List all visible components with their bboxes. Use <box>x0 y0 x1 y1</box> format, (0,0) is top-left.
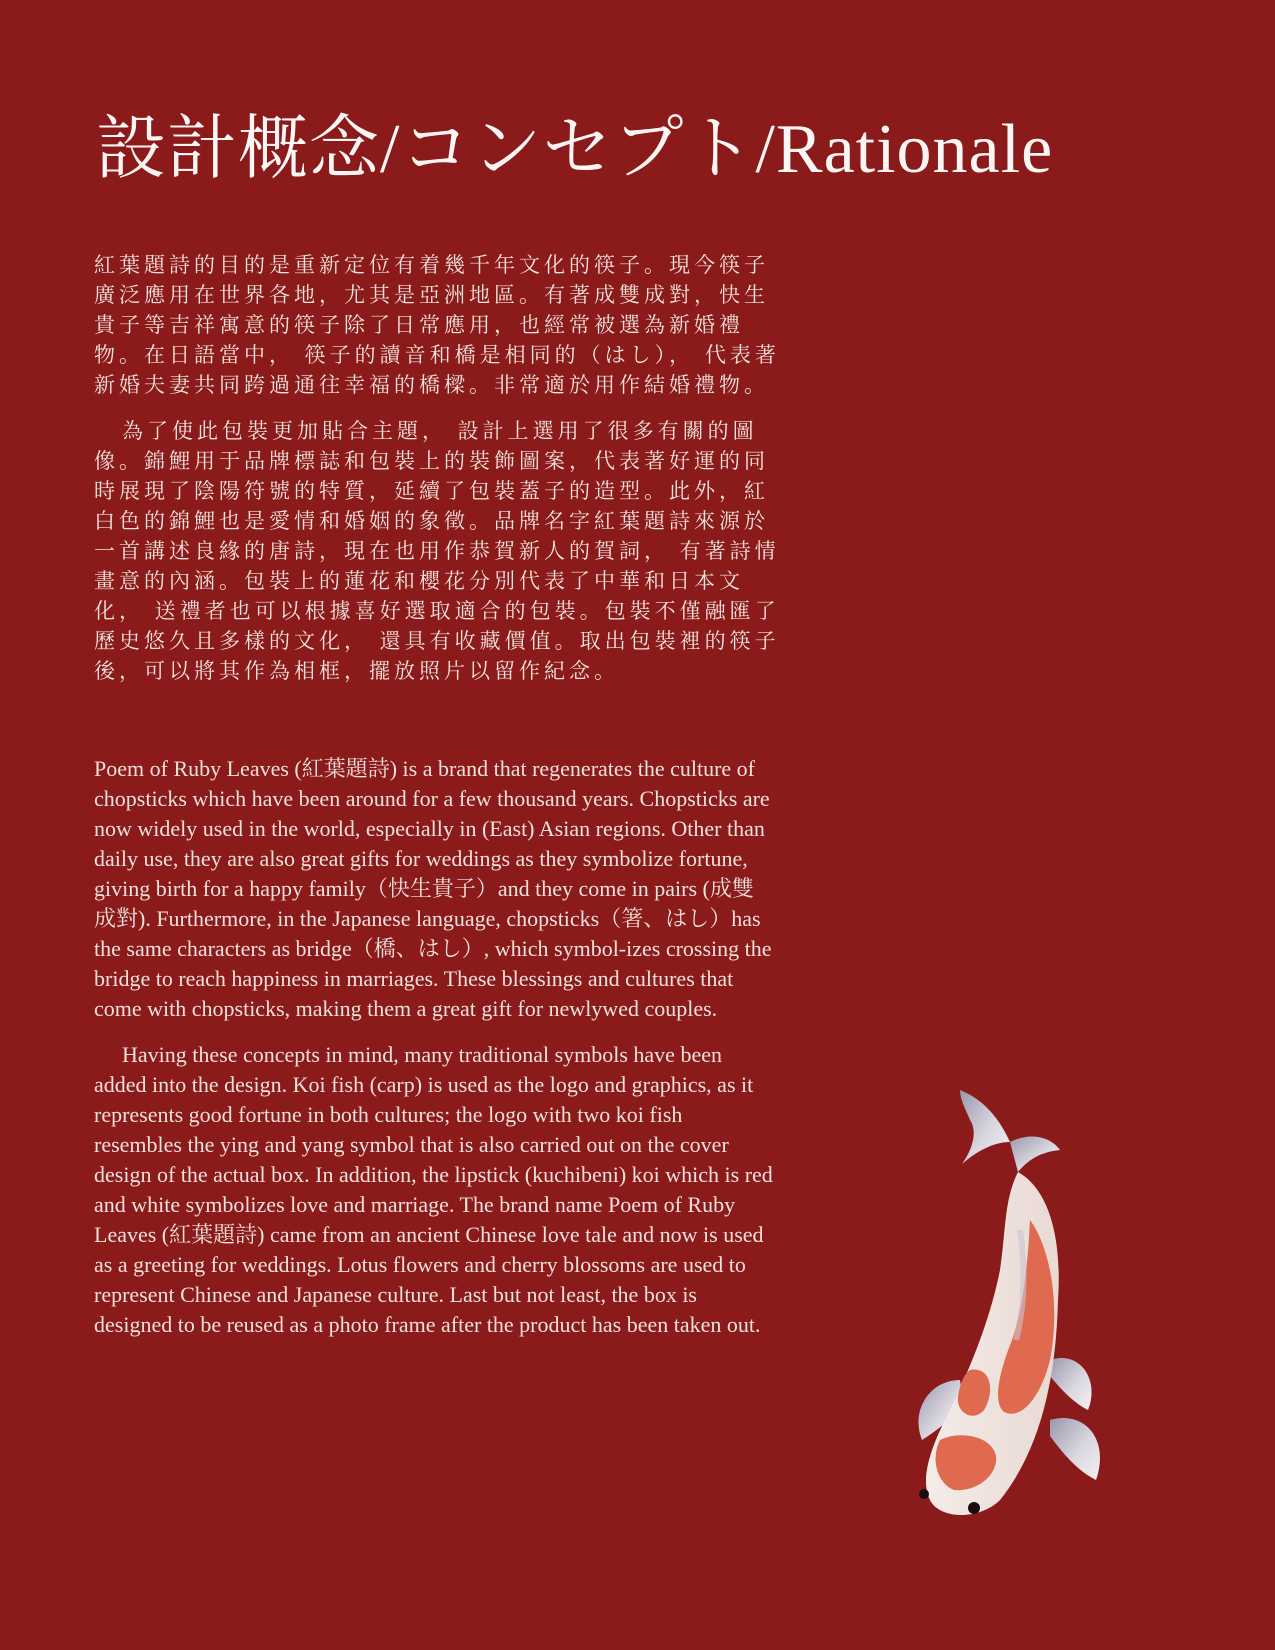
page-title: 設計概念/コンセプト/Rationale <box>96 111 1054 188</box>
koi-fish-icon <box>900 1080 1160 1540</box>
english-paragraph-2: Having these concepts in mind, many traditional symbols have been added into the design. Koi fish (carp) is used as the logo and graphics, as it represents good fortune in both cultures; the logo with two koi fish resembles the ying and yang symbol that is also carried out on the cover design of the actual box. In addition, the lipstick (kuchibeni) koi which is red and white symbolizes love and marriage. The brand name Poem of Ruby Leaves (紅葉題詩) came from an ancient Chinese love tale and now is used as a greeting for weddings. Lotus flowers and cherry blossoms are used to represent Chinese and Japanese culture. Last but not least, the box is designed to be reused as a photo frame after the product has been taken out. <box>94 1042 773 1337</box>
english-paragraph-1: Poem of Ruby Leaves (紅葉題詩) is a brand that regenerates the culture of chopsticks which have been around for a few thousand years. Chopsticks are now widely used in the world, especially in (East) Asian regions. Other than daily use, they are also great gifts for weddings as they symbolize fortune, giving birth for a happy family（快生貴子）and they come in pairs (成雙成對). Furthermore, in the Japanese language, chopsticks（箸、はし）has the same characters as bridge（橋、はし）, which symbol-izes crossing the bridge to reach happiness in marriages. These blessings and cultures that come with chopsticks, making them a great gift for newlywed couples. <box>94 756 772 1021</box>
chinese-text-block <box>94 250 784 702</box>
english-text-block <box>94 754 774 1356</box>
chinese-paragraph-2: 為了使此包裝更加貼合主題， 設計上選用了很多有關的圖像。錦鯉用于品牌標誌和包裝上的裝飾圖案，代表著好運的同時展現了陰陽符號的特質，延續了包裝蓋子的造型。此外，紅白色的錦鯉也是愛情和婚姻的象徵。品牌名字紅葉題詩來源於一首講述良緣的唐詩，現在也用作恭賀新人的賀詞， 有著詩情畫意的內涵。包裝上的蓮花和櫻花分別代表了中華和日本文化， 送禮者也可以根據喜好選取適合的包裝。包裝不僅融匯了歷史悠久且多樣的文化， 還具有收藏價值。取出包裝裡的筷子後，可以將其作為相框，擺放照片以留作紀念。 <box>94 419 780 683</box>
chinese-paragraph-1: 紅葉題詩的目的是重新定位有着幾千年文化的筷子。現今筷子廣泛應用在世界各地，尤其是亞洲地區。有著成雙成對，快生貴子等吉祥寓意的筷子除了日常應用，也經常被選為新婚禮物。在日語當中， 筷子的讀音和橋是相同的（はし）， 代表著新婚夫妻共同跨過通往幸福的橋樑。非常適於用作結婚禮物。 <box>94 253 780 397</box>
